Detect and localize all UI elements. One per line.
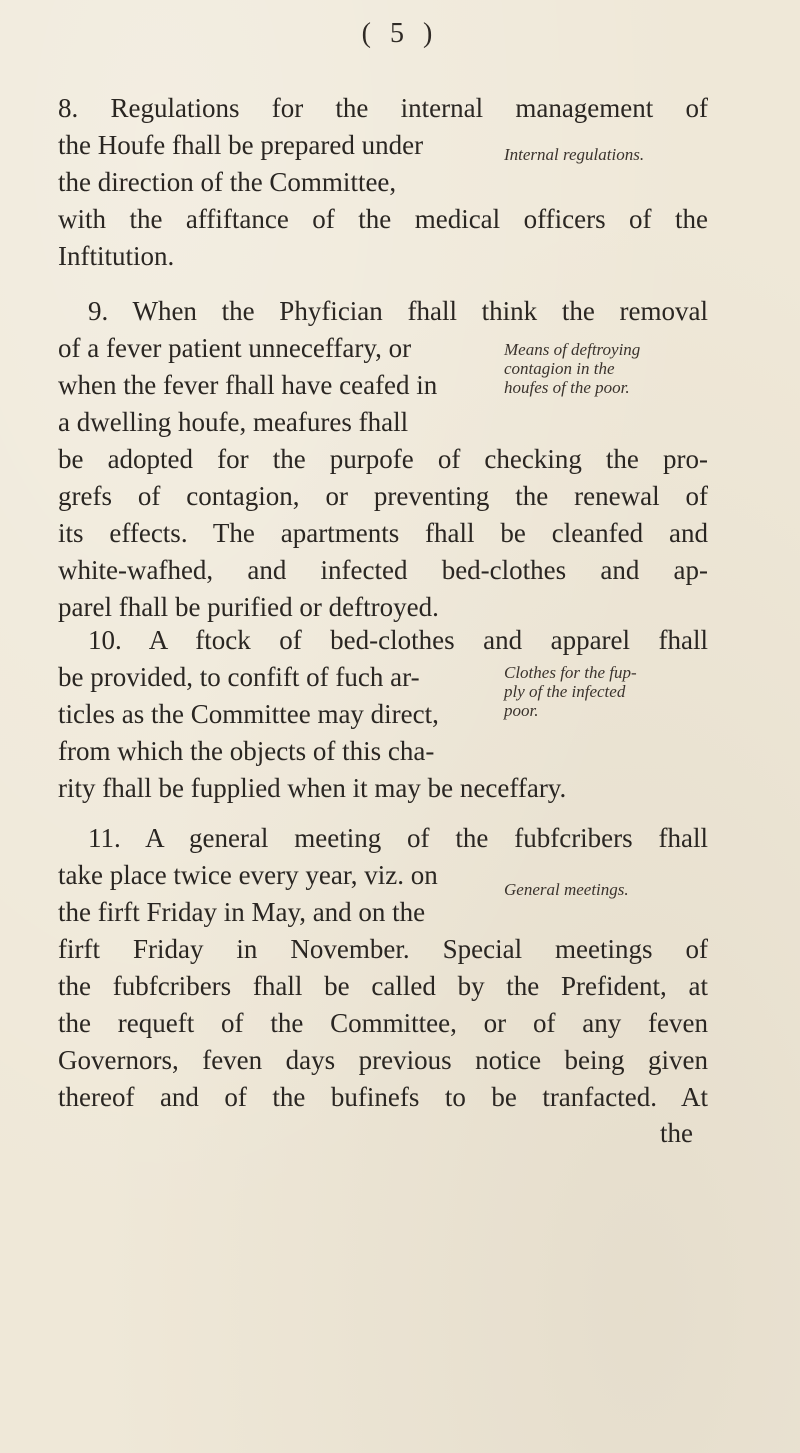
text-line: parel fhall be purified or deftroyed. (58, 592, 439, 622)
text-line: the requeft of the Committee, or of any feven (58, 1008, 708, 1038)
text-line: the firft Friday in May, and on the (58, 897, 426, 927)
margin-note-clothes-for-poor (504, 663, 759, 720)
text-line: be provided, to confift of fuch ar- (58, 662, 420, 692)
text-line: from which the objects of this cha- (58, 736, 435, 766)
catchword: the (660, 1118, 693, 1148)
text-line: 8. Regulations for the internal management of (58, 93, 708, 123)
text-line: Governors, feven days previous notice being given (58, 1045, 708, 1075)
paragraph-11 (58, 820, 708, 1116)
text-line: the fubfcribers fhall be called by the Prefident, at (58, 971, 708, 1001)
text-line: rity fhall be fupplied when it may be neceffary. (58, 773, 567, 803)
text-line: 10. A ftock of bed-clothes and apparel fhall (88, 625, 708, 655)
text-line: take place twice every year, viz. on (58, 860, 438, 890)
text-line: ticles as the Committee may direct, (58, 699, 439, 729)
margin-note-line: contagion in the (504, 359, 615, 378)
text-line: a dwelling houfe, meafures fhall (58, 407, 409, 437)
text-line: white-wafhed, and infected bed-clothes and ap- (58, 555, 708, 585)
text-line: thereof and of the bufinefs to be tranfacted. At (58, 1082, 708, 1112)
paragraph-8 (58, 90, 708, 275)
margin-note-line: poor. (504, 701, 539, 720)
text-line: its effects. The apartments fhall be cleanfed and (58, 518, 708, 548)
text-line: 11. A general meeting of the fubfcribers fhall (88, 823, 708, 853)
margin-note-line: Means of deftroying (504, 340, 641, 359)
text-line: the direction of the Committee, (58, 167, 397, 197)
text-line: with the affiftance of the medical officers of the (58, 204, 708, 234)
text-line: the Houfe fhall be prepared under (58, 130, 424, 160)
margin-note-line: Internal regulations. (504, 145, 645, 164)
text-line: of a fever patient unneceffary, or (58, 333, 412, 363)
text-line: Inftitution. (58, 241, 175, 271)
margin-note-means-of-destroying-contagion (504, 340, 759, 397)
page-number: ( 5 ) (361, 18, 439, 49)
margin-note-general-meetings (504, 880, 759, 899)
margin-note-line: houfes of the poor. (504, 378, 630, 397)
margin-note-internal-regulations (504, 145, 759, 164)
text-line: be adopted for the purpofe of checking the pro- (58, 444, 708, 474)
text-line: 9. When the Phyfician fhall think the removal (88, 296, 708, 326)
margin-note-line: ply of the infected (504, 682, 626, 701)
text-line: grefs of contagion, or preventing the renewal of (58, 481, 708, 511)
text-line: firft Friday in November. Special meetings of (58, 934, 708, 964)
text-line: when the fever fhall have ceafed in (58, 370, 438, 400)
margin-note-line: General meetings. (504, 880, 629, 899)
margin-note-line: Clothes for the fup- (504, 663, 637, 682)
